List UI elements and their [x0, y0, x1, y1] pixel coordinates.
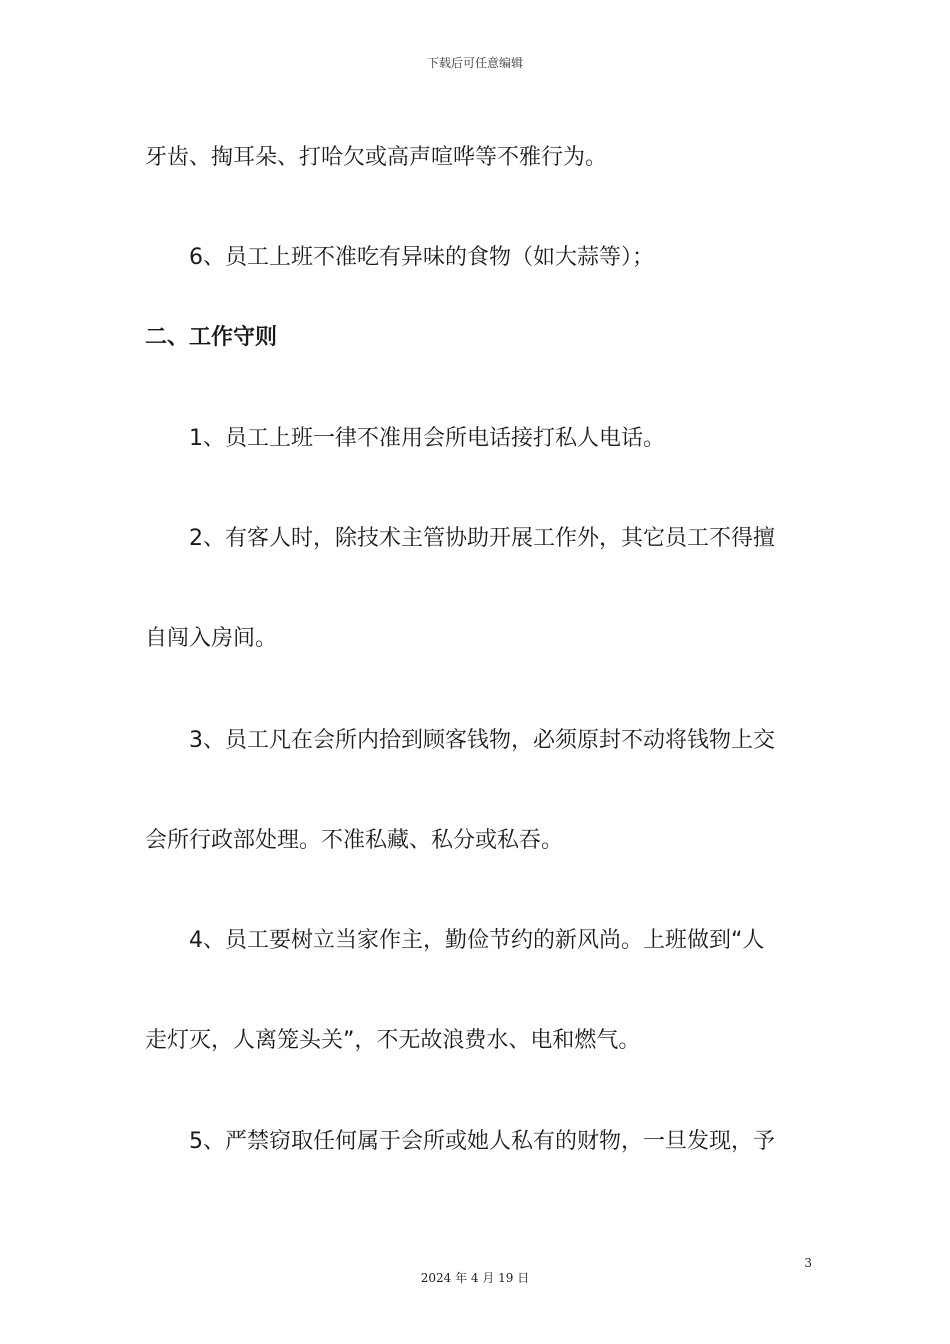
paragraph-line: 4、员工要树立当家作主，勤俭节约的新风尚。上班做到“人 — [189, 928, 765, 953]
paragraph-line: 1、员工上班一律不准用会所电话接打私人电话。 — [189, 426, 665, 451]
paragraph-line: 6、员工上班不准吃有异味的食物（如大蒜等）； — [189, 245, 654, 270]
paragraph-line: 3、员工凡在会所内拾到顾客钱物，必须原封不动将钱物上交 — [189, 728, 775, 753]
paragraph-line: 牙齿、掏耳朵、打哈欠或高声喧哗等不雅行为。 — [145, 145, 608, 170]
footer-date: 2024 年 4 月 19 日 — [420, 1271, 530, 1285]
paragraph-line: 会所行政部处理。不准私藏、私分或私吞。 — [145, 828, 564, 853]
paragraph-line: 2、有客人时，除技术主管协助开展工作外，其它员工不得擅 — [189, 526, 775, 551]
header-note: 下载后可任意编辑 — [426, 56, 523, 70]
page-number: 3 — [804, 1256, 812, 1270]
paragraph-line: 走灯灭，人离笼头关”，不无故浪费水、电和燃气。 — [145, 1028, 641, 1053]
paragraph-line: 5、严禁窃取任何属于会所或她人私有的财物，一旦发现，予 — [189, 1129, 775, 1154]
section-heading: 二、工作守则 — [145, 325, 278, 350]
paragraph-line: 自闯入房间。 — [145, 626, 278, 651]
